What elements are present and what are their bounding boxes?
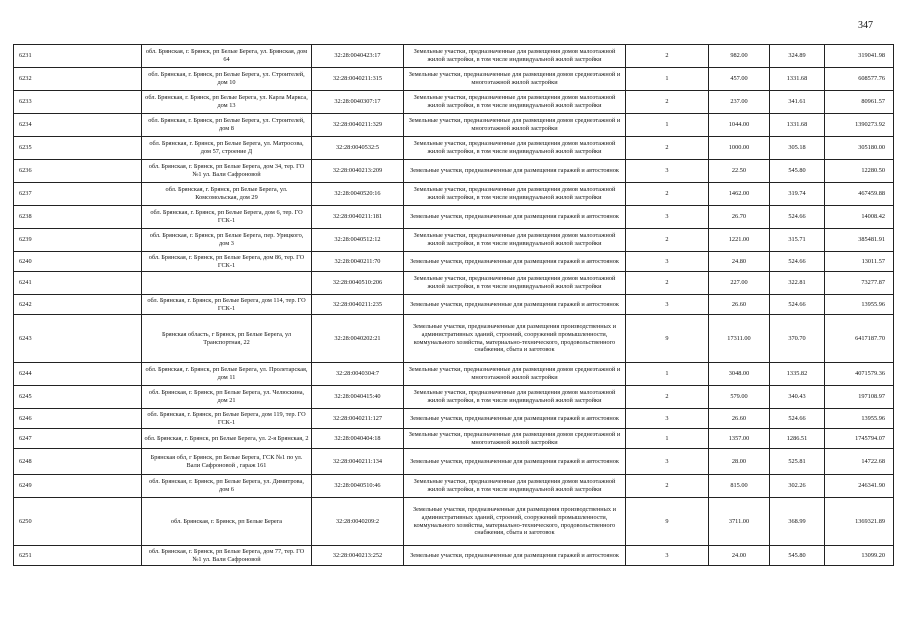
address-cell: Брянская область, г Брянск, рп Белые Берега, ул Транспортная, 22 — [142, 315, 312, 363]
land-purpose-cell: Земельные участки, предназначенные для размещения гаражей и автостоянок — [404, 449, 626, 475]
record-number-cell: 6237 — [14, 183, 142, 206]
table-row — [14, 546, 894, 566]
table-body — [14, 45, 894, 566]
table-row — [14, 114, 894, 137]
record-number-cell: 6251 — [14, 546, 142, 566]
land-purpose-cell: Земельные участки, предназначенные для размещения домов среднеэтажной и многоэтажной жилой застройки — [404, 363, 626, 386]
specific-value-cell: 305.18 — [770, 137, 825, 160]
table-row — [14, 498, 894, 546]
land-purpose-cell: Земельные участки, предназначенные для размещения домов малоэтажной жилой застройки, в том числе индивидуальной жилой застройки — [404, 229, 626, 252]
land-purpose-cell: Земельные участки, предназначенные для размещения домов среднеэтажной и многоэтажной жилой застройки — [404, 429, 626, 449]
table-row — [14, 137, 894, 160]
cadastral-cost-cell: 608577.76 — [825, 68, 894, 91]
record-number-cell: 6245 — [14, 386, 142, 409]
table-row — [14, 315, 894, 363]
page-number: 347 — [858, 20, 873, 31]
cadastral-number-cell: 32:28:0040304:7 — [312, 363, 404, 386]
group-code-cell: 2 — [626, 137, 709, 160]
group-code-cell: 2 — [626, 91, 709, 114]
area-cell: 24.00 — [709, 546, 770, 566]
area-cell: 1462.00 — [709, 183, 770, 206]
cadastral-number-cell: 32:28:0040211:181 — [312, 206, 404, 229]
record-number-cell: 6246 — [14, 409, 142, 429]
group-code-cell: 2 — [626, 229, 709, 252]
area-cell: 17311.00 — [709, 315, 770, 363]
group-code-cell: 2 — [626, 475, 709, 498]
specific-value-cell: 524.66 — [770, 295, 825, 315]
land-purpose-cell: Земельные участки, предназначенные для размещения домов малоэтажной жилой застройки, в том числе индивидуальной жилой застройки — [404, 91, 626, 114]
land-purpose-cell: Земельные участки, предназначенные для размещения гаражей и автостоянок — [404, 252, 626, 272]
address-cell: обл. Брянская, г. Брянск, рп Белые Берега, дом 114, тер. ГО ГСК-1 — [142, 295, 312, 315]
address-cell: обл. Брянская, г. Брянск, рп Белые Берега, ул. Строителей, дом 8 — [142, 114, 312, 137]
land-purpose-cell: Земельные участки, предназначенные для размещения гаражей и автостоянок — [404, 409, 626, 429]
land-purpose-cell: Земельные участки, предназначенные для размещения домов среднеэтажной и многоэтажной жилой застройки — [404, 68, 626, 91]
group-code-cell: 9 — [626, 498, 709, 546]
address-cell: обл. Брянская, г. Брянск, рп Белые Берега, дом 6, тер. ГО ГСК-1 — [142, 206, 312, 229]
cadastral-cost-cell: 14008.42 — [825, 206, 894, 229]
record-number-cell: 6250 — [14, 498, 142, 546]
specific-value-cell: 1286.51 — [770, 429, 825, 449]
group-code-cell: 3 — [626, 252, 709, 272]
record-number-cell: 6249 — [14, 475, 142, 498]
group-code-cell: 3 — [626, 449, 709, 475]
record-number-cell: 6241 — [14, 272, 142, 295]
record-number-cell: 6239 — [14, 229, 142, 252]
specific-value-cell: 370.70 — [770, 315, 825, 363]
address-cell: обл. Брянская, г. Брянск, рп Белые Берега, дом 86, тер. ГО ГСК-1 — [142, 252, 312, 272]
address-cell: обл. Брянская, г. Брянск, рп Белые Берега, ул. Матросова, дом 57, строение Д — [142, 137, 312, 160]
group-code-cell: 1 — [626, 429, 709, 449]
group-code-cell: 3 — [626, 295, 709, 315]
cadastral-cost-cell: 1369321.89 — [825, 498, 894, 546]
group-code-cell: 1 — [626, 363, 709, 386]
cadastral-cost-cell: 13955.96 — [825, 409, 894, 429]
cadastral-number-cell: 32:28:0040211:127 — [312, 409, 404, 429]
area-cell: 26.70 — [709, 206, 770, 229]
cadastral-number-cell: 32:28:0040211:315 — [312, 68, 404, 91]
specific-value-cell: 524.66 — [770, 409, 825, 429]
cadastral-number-cell: 32:28:0040404:18 — [312, 429, 404, 449]
area-cell: 815.00 — [709, 475, 770, 498]
area-cell: 1000.00 — [709, 137, 770, 160]
land-purpose-cell: Земельные участки, предназначенные для размещения гаражей и автостоянок — [404, 546, 626, 566]
cadastral-number-cell: 32:28:0040213:252 — [312, 546, 404, 566]
cadastral-cost-cell: 80961.57 — [825, 91, 894, 114]
address-cell: Брянская обл, г Брянск, рп Белые Берега, ГСК №1 по ул. Вали Сафроновой , гараж 161 — [142, 449, 312, 475]
specific-value-cell: 322.81 — [770, 272, 825, 295]
group-code-cell: 3 — [626, 546, 709, 566]
specific-value-cell: 524.66 — [770, 252, 825, 272]
address-cell: обл. Брянская, г. Брянск, рп Белые Берега, дом 34, тер. ГО №1 ул. Вали Сафроновой — [142, 160, 312, 183]
group-code-cell: 3 — [626, 206, 709, 229]
address-cell: обл. Брянская, г. Брянск, рп Белые Берега, ул. Карла Маркса, дом 13 — [142, 91, 312, 114]
address-cell: обл. Брянская, г. Брянск, рп Белые Берега, ул. 2-я Брянская, 2 — [142, 429, 312, 449]
record-number-cell: 6234 — [14, 114, 142, 137]
cadastral-number-cell: 32:28:0040211:134 — [312, 449, 404, 475]
group-code-cell: 1 — [626, 114, 709, 137]
specific-value-cell: 524.66 — [770, 206, 825, 229]
cadastral-cost-cell: 1745794.07 — [825, 429, 894, 449]
record-number-cell: 6243 — [14, 315, 142, 363]
cadastral-cost-cell: 6417187.70 — [825, 315, 894, 363]
cadastral-number-cell: 32:28:0040202:21 — [312, 315, 404, 363]
land-registry-table — [13, 44, 894, 566]
record-number-cell: 6235 — [14, 137, 142, 160]
area-cell: 3711.00 — [709, 498, 770, 546]
specific-value-cell: 1331.68 — [770, 114, 825, 137]
specific-value-cell: 368.99 — [770, 498, 825, 546]
cadastral-cost-cell: 13099.20 — [825, 546, 894, 566]
land-purpose-cell: Земельные участки, предназначенные для размещения домов малоэтажной жилой застройки, в том числе индивидуальной жилой застройки — [404, 475, 626, 498]
address-cell: обл. Брянская, г. Брянск, рп Белые Берега, ул. Брянская, дом 64 — [142, 45, 312, 68]
specific-value-cell: 1331.68 — [770, 68, 825, 91]
group-code-cell: 3 — [626, 160, 709, 183]
table-row — [14, 252, 894, 272]
cadastral-number-cell: 32:28:0040532:5 — [312, 137, 404, 160]
cadastral-cost-cell: 13955.96 — [825, 295, 894, 315]
address-cell: обл. Брянская, г. Брянск, рп Белые Берега, пер. Урицкого, дом 3 — [142, 229, 312, 252]
record-number-cell: 6236 — [14, 160, 142, 183]
table-row — [14, 429, 894, 449]
table-row — [14, 272, 894, 295]
group-code-cell: 2 — [626, 272, 709, 295]
cadastral-cost-cell: 13011.57 — [825, 252, 894, 272]
cadastral-number-cell: 32:28:0040209:2 — [312, 498, 404, 546]
cadastral-cost-cell: 385481.91 — [825, 229, 894, 252]
table-row — [14, 229, 894, 252]
address-cell: обл. Брянская, г. Брянск, рп Белые Берега, ул. Пролетарская, дом 11 — [142, 363, 312, 386]
record-number-cell: 6231 — [14, 45, 142, 68]
specific-value-cell: 341.61 — [770, 91, 825, 114]
specific-value-cell: 302.26 — [770, 475, 825, 498]
area-cell: 237.00 — [709, 91, 770, 114]
cadastral-number-cell: 32:28:0040213:209 — [312, 160, 404, 183]
cadastral-cost-cell: 4071579.36 — [825, 363, 894, 386]
land-purpose-cell: Земельные участки, предназначенные для размещения домов малоэтажной жилой застройки, в том числе индивидуальной жилой застройки — [404, 272, 626, 295]
table-row — [14, 183, 894, 206]
group-code-cell: 2 — [626, 45, 709, 68]
address-cell: обл. Брянская, г. Брянск, рп Белые Берега, ул. Челюскина, дом 21 — [142, 386, 312, 409]
table-row — [14, 45, 894, 68]
address-cell — [142, 272, 312, 295]
address-cell: обл. Брянская, г. Брянск, рп Белые Берега, дом 77, тер. ГО №1 ул. Вали Сафроновой — [142, 546, 312, 566]
cadastral-cost-cell: 319041.98 — [825, 45, 894, 68]
record-number-cell: 6238 — [14, 206, 142, 229]
cadastral-cost-cell: 467459.88 — [825, 183, 894, 206]
area-cell: 227.00 — [709, 272, 770, 295]
area-cell: 579.00 — [709, 386, 770, 409]
specific-value-cell: 1335.82 — [770, 363, 825, 386]
cadastral-cost-cell: 73277.87 — [825, 272, 894, 295]
land-purpose-cell: Земельные участки, предназначенные для размещения гаражей и автостоянок — [404, 206, 626, 229]
table-row — [14, 68, 894, 91]
land-purpose-cell: Земельные участки, предназначенные для размещения домов малоэтажной жилой застройки, в том числе индивидуальной жилой застройки — [404, 137, 626, 160]
cadastral-number-cell: 32:28:0040307:17 — [312, 91, 404, 114]
cadastral-cost-cell: 12280.50 — [825, 160, 894, 183]
cadastral-number-cell: 32:28:0040520:16 — [312, 183, 404, 206]
area-cell: 982.00 — [709, 45, 770, 68]
area-cell: 1044.00 — [709, 114, 770, 137]
record-number-cell: 6247 — [14, 429, 142, 449]
record-number-cell: 6240 — [14, 252, 142, 272]
address-cell: обл. Брянская, г. Брянск, рп Белые Берега, дом 119, тер. ГО ГСК-1 — [142, 409, 312, 429]
table-row — [14, 295, 894, 315]
specific-value-cell: 525.81 — [770, 449, 825, 475]
land-purpose-cell: Земельные участки, предназначенные для размещения домов среднеэтажной и многоэтажной жилой застройки — [404, 114, 626, 137]
cadastral-cost-cell: 14722.68 — [825, 449, 894, 475]
area-cell: 26.60 — [709, 409, 770, 429]
cadastral-number-cell: 32:28:0040423:17 — [312, 45, 404, 68]
cadastral-number-cell: 32:28:0040211:329 — [312, 114, 404, 137]
group-code-cell: 1 — [626, 68, 709, 91]
table-row — [14, 206, 894, 229]
record-number-cell: 6233 — [14, 91, 142, 114]
area-cell: 26.60 — [709, 295, 770, 315]
table-row — [14, 160, 894, 183]
area-cell: 1357.00 — [709, 429, 770, 449]
cadastral-number-cell: 32:28:0040512:12 — [312, 229, 404, 252]
land-purpose-cell: Земельные участки, предназначенные для размещения гаражей и автостоянок — [404, 295, 626, 315]
cadastral-cost-cell: 197108.97 — [825, 386, 894, 409]
land-purpose-cell: Земельные участки, предназначенные для размещения домов малоэтажной жилой застройки, в том числе индивидуальной жилой застройки — [404, 183, 626, 206]
specific-value-cell: 324.89 — [770, 45, 825, 68]
area-cell: 24.80 — [709, 252, 770, 272]
area-cell: 457.00 — [709, 68, 770, 91]
address-cell: обл. Брянская, г. Брянск, рп Белые Берега, ул. Комсомольская, дом 29 — [142, 183, 312, 206]
specific-value-cell: 319.74 — [770, 183, 825, 206]
table-row — [14, 363, 894, 386]
area-cell: 3048.00 — [709, 363, 770, 386]
group-code-cell: 9 — [626, 315, 709, 363]
land-purpose-cell: Земельные участки, предназначенные для размещения домов малоэтажной жилой застройки, в том числе индивидуальной жилой застройки — [404, 386, 626, 409]
group-code-cell: 2 — [626, 183, 709, 206]
cadastral-number-cell: 32:28:0040415:40 — [312, 386, 404, 409]
table-row — [14, 386, 894, 409]
record-number-cell: 6242 — [14, 295, 142, 315]
area-cell: 1221.00 — [709, 229, 770, 252]
specific-value-cell: 545.80 — [770, 546, 825, 566]
group-code-cell: 3 — [626, 409, 709, 429]
specific-value-cell: 340.43 — [770, 386, 825, 409]
cadastral-number-cell: 32:28:0040211:70 — [312, 252, 404, 272]
record-number-cell: 6248 — [14, 449, 142, 475]
land-purpose-cell: Земельные участки, предназначенные для размещения производственных и административных зданий, строений, сооружений промышленности, коммунального хозяйства, материально-технического, продовольственного снабжения, сбыта и заготовок — [404, 498, 626, 546]
cadastral-number-cell: 32:28:0040510:46 — [312, 475, 404, 498]
area-cell: 22.50 — [709, 160, 770, 183]
cadastral-cost-cell: 305180.00 — [825, 137, 894, 160]
table-row — [14, 475, 894, 498]
area-cell: 28.00 — [709, 449, 770, 475]
land-purpose-cell: Земельные участки, предназначенные для размещения производственных и административных зданий, строений, сооружений промышленности, коммунального хозяйства, материально-технического, продовольственного снабжения, сбыта и заготовок — [404, 315, 626, 363]
group-code-cell: 2 — [626, 386, 709, 409]
address-cell: обл. Брянская, г. Брянск, рп Белые Берега, ул. Строителей, дом 10 — [142, 68, 312, 91]
table-row — [14, 409, 894, 429]
address-cell: обл. Брянская, г. Брянск, рп Белые Берега — [142, 498, 312, 546]
land-purpose-cell: Земельные участки, предназначенные для размещения гаражей и автостоянок — [404, 160, 626, 183]
specific-value-cell: 315.71 — [770, 229, 825, 252]
record-number-cell: 6232 — [14, 68, 142, 91]
specific-value-cell: 545.80 — [770, 160, 825, 183]
table-row — [14, 449, 894, 475]
cadastral-number-cell: 32:28:0040211:235 — [312, 295, 404, 315]
record-number-cell: 6244 — [14, 363, 142, 386]
cadastral-number-cell: 32:28:0040510:206 — [312, 272, 404, 295]
land-purpose-cell: Земельные участки, предназначенные для размещения домов малоэтажной жилой застройки, в том числе индивидуальной жилой застройки — [404, 45, 626, 68]
address-cell: обл. Брянская, г. Брянск, рп Белые Берега, ул. Димитрова, дом 6 — [142, 475, 312, 498]
cadastral-cost-cell: 246341.90 — [825, 475, 894, 498]
cadastral-cost-cell: 1390273.92 — [825, 114, 894, 137]
table-row — [14, 91, 894, 114]
